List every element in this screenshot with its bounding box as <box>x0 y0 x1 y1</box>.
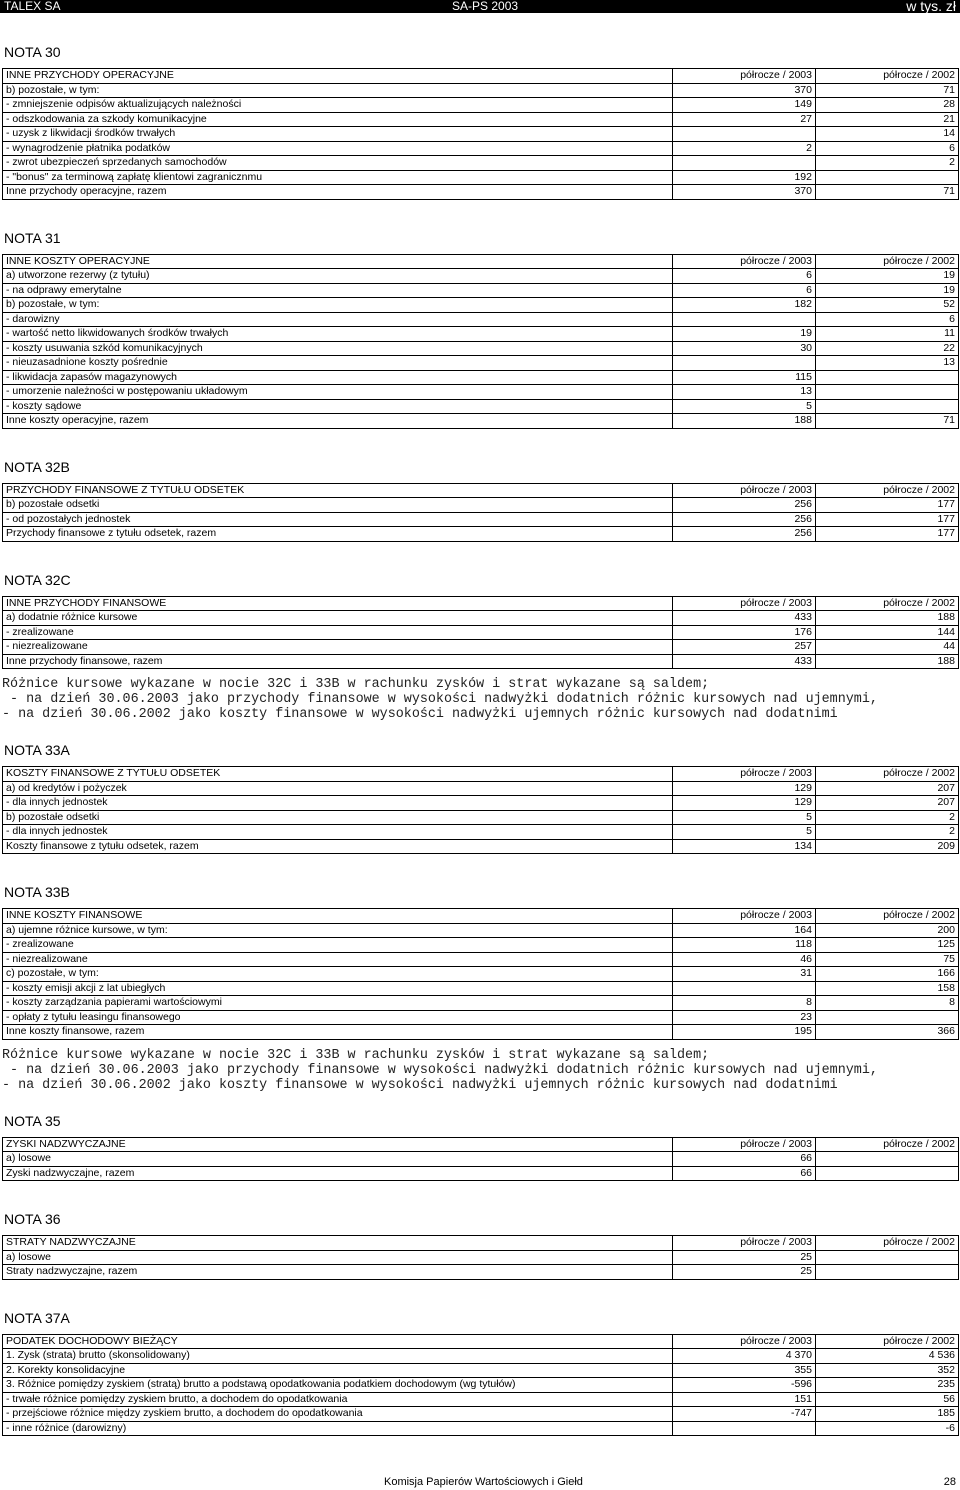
value-2002: 19 <box>816 269 959 284</box>
table-header-title: ZYSKI NADZWYCZAJNE <box>3 1137 673 1152</box>
note-line: - na dzień 30.06.2002 jako koszty finansowe w wysokości nadwyżki ujemnych różnic kursowych nad dodatnimi <box>2 707 838 722</box>
value-2002: 144 <box>816 625 959 640</box>
value-2002 <box>816 385 959 400</box>
row-label: b) pozostałe odsetki <box>3 810 673 825</box>
table-row <box>3 170 959 185</box>
table-row <box>3 1349 959 1364</box>
table-row <box>3 414 959 429</box>
table-row <box>3 156 959 171</box>
table-header-row <box>3 909 959 924</box>
table-row <box>3 312 959 327</box>
value-2003: 115 <box>673 370 816 385</box>
value-2002: 188 <box>816 611 959 626</box>
row-label: a) od kredytów i pożyczek <box>3 781 673 796</box>
table-header-period: półrocze / 2002 <box>816 69 959 84</box>
value-2002: 166 <box>816 967 959 982</box>
table-row <box>3 781 959 796</box>
table-row <box>3 640 959 655</box>
value-2003: -596 <box>673 1378 816 1393</box>
table-row <box>3 1363 959 1378</box>
row-label: a) utworzone rezerwy (z tytułu) <box>3 269 673 284</box>
note-line: - na dzień 30.06.2003 jako przychody finansowe w wysokości nadwyżki dodatnich różnic kursowych nad ujemnymi, <box>2 1062 878 1078</box>
table-header-period: półrocze / 2003 <box>673 1334 816 1349</box>
value-2003: 8 <box>673 996 816 1011</box>
row-label: Koszty finansowe z tytułu odsetek, razem <box>3 839 673 854</box>
value-2002: 71 <box>816 185 959 200</box>
value-2003 <box>673 127 816 142</box>
value-2002: 177 <box>816 498 959 513</box>
table-row <box>3 952 959 967</box>
value-2002: 207 <box>816 796 959 811</box>
table-row <box>3 1166 959 1181</box>
table-row <box>3 83 959 98</box>
value-2003: 6 <box>673 269 816 284</box>
row-label: - zrealizowane <box>3 938 673 953</box>
value-2002: 56 <box>816 1392 959 1407</box>
table-header-period: półrocze / 2003 <box>673 767 816 782</box>
note-title: NOTA 37A <box>4 1309 70 1326</box>
value-2003: 5 <box>673 825 816 840</box>
row-label: a) dodatnie różnice kursowe <box>3 611 673 626</box>
table-row <box>3 1421 959 1436</box>
row-label: b) pozostałe, w tym: <box>3 298 673 313</box>
row-label: - niezrealizowane <box>3 640 673 655</box>
table-header-title: PRZYCHODY FINANSOWE Z TYTUŁU ODSETEK <box>3 483 673 498</box>
row-label: - odszkodowania za szkody komunikacyjne <box>3 112 673 127</box>
header-company: TALEX SA <box>4 0 61 13</box>
value-2002: 209 <box>816 839 959 854</box>
table-header-title: INNE KOSZTY FINANSOWE <box>3 909 673 924</box>
table-row <box>3 625 959 640</box>
value-2002 <box>816 170 959 185</box>
value-2002 <box>816 1152 959 1167</box>
table-header-period: półrocze / 2002 <box>816 767 959 782</box>
note-title: NOTA 32C <box>4 571 71 588</box>
table-header-period: półrocze / 2002 <box>816 1137 959 1152</box>
row-label: - koszty emisji akcji z lat ubiegłych <box>3 981 673 996</box>
value-2003: 2 <box>673 141 816 156</box>
row-label: b) pozostałe, w tym: <box>3 83 673 98</box>
table-row <box>3 141 959 156</box>
value-2002 <box>816 1166 959 1181</box>
table-row <box>3 967 959 982</box>
value-2003: 5 <box>673 399 816 414</box>
note-title: NOTA 36 <box>4 1211 61 1227</box>
row-label: - likwidacja zapasów magazynowych <box>3 370 673 385</box>
row-label: - inne różnice (darowizny) <box>3 1421 673 1436</box>
value-2002: 21 <box>816 112 959 127</box>
note-title: NOTA 33A <box>4 742 70 758</box>
value-2002: 6 <box>816 141 959 156</box>
value-2003: 134 <box>673 839 816 854</box>
value-2003: 6 <box>673 283 816 298</box>
table-row <box>3 1265 959 1280</box>
row-label: - "bonus" za terminową zapłatę klientowi zagranicznmu <box>3 170 673 185</box>
footer-org: Komisja Papierów Wartościowych i Giełd <box>384 1476 583 1488</box>
row-label: a) losowe <box>3 1152 673 1167</box>
note-table <box>2 483 959 542</box>
value-2003: 256 <box>673 527 816 542</box>
table-header-row <box>3 1137 959 1152</box>
row-label: - na odprawy emerytalne <box>3 283 673 298</box>
value-2002: 207 <box>816 781 959 796</box>
row-label: 2. Korekty konsolidacyjne <box>3 1363 673 1378</box>
note-table <box>2 1235 959 1280</box>
row-label: Zyski nadzwyczajne, razem <box>3 1166 673 1181</box>
table-header-period: półrocze / 2003 <box>673 1137 816 1152</box>
value-2002: 28 <box>816 98 959 113</box>
value-2003: 31 <box>673 967 816 982</box>
header-report: SA-PS 2003 <box>452 0 519 13</box>
value-2003: 256 <box>673 512 816 527</box>
value-2003: 164 <box>673 923 816 938</box>
row-label: - umorzenie należności w postępowaniu układowym <box>3 385 673 400</box>
table-header-period: półrocze / 2003 <box>673 1236 816 1251</box>
table-header-period: półrocze / 2003 <box>673 254 816 269</box>
row-label: - trwałe różnice pomiędzy zyskiem brutto, a dochodem do opodatkowania <box>3 1392 673 1407</box>
value-2003: 256 <box>673 498 816 513</box>
row-label: - koszty usuwania szkód komunikacyjnych <box>3 341 673 356</box>
value-2002: 14 <box>816 127 959 142</box>
value-2002: 44 <box>816 640 959 655</box>
row-label: - nieuzasadnione koszty pośrednie <box>3 356 673 371</box>
table-row <box>3 1378 959 1393</box>
value-2002: 8 <box>816 996 959 1011</box>
value-2002: 158 <box>816 981 959 996</box>
table-header-row <box>3 69 959 84</box>
note-table <box>2 596 959 670</box>
table-row <box>3 370 959 385</box>
row-label: - zmniejszenie odpisów aktualizujących należności <box>3 98 673 113</box>
table-row <box>3 112 959 127</box>
note-table <box>2 908 959 1040</box>
table-row <box>3 923 959 938</box>
row-label: a) losowe <box>3 1250 673 1265</box>
value-2002: 188 <box>816 654 959 669</box>
row-label: - niezrealizowane <box>3 952 673 967</box>
value-2003: 46 <box>673 952 816 967</box>
value-2003: 188 <box>673 414 816 429</box>
value-2002: 2 <box>816 156 959 171</box>
note-line: - na dzień 30.06.2003 jako przychody finansowe w wysokości nadwyżki dodatnich różnic kursowych nad ujemnymi, <box>2 692 878 707</box>
table-row <box>3 981 959 996</box>
value-2003: 5 <box>673 810 816 825</box>
row-label: Straty nadzwyczajne, razem <box>3 1265 673 1280</box>
value-2002: 52 <box>816 298 959 313</box>
table-header-row <box>3 1236 959 1251</box>
row-label: - dla innych jednostek <box>3 825 673 840</box>
row-label: Inne przychody finansowe, razem <box>3 654 673 669</box>
value-2002: 4 536 <box>816 1349 959 1364</box>
value-2002: -6 <box>816 1421 959 1436</box>
page-header-bar <box>0 0 960 13</box>
table-header-period: półrocze / 2002 <box>816 909 959 924</box>
note-line: Różnice kursowe wykazane w nocie 32C i 33B w rachunku zysków i strat wykazane są saldem; <box>2 677 710 692</box>
value-2003: 23 <box>673 1010 816 1025</box>
note-table <box>2 1334 959 1437</box>
value-2003: 257 <box>673 640 816 655</box>
note-title: NOTA 35 <box>4 1112 61 1129</box>
table-row <box>3 283 959 298</box>
table-row <box>3 611 959 626</box>
row-label: - koszty zarządzania papierami wartościowymi <box>3 996 673 1011</box>
table-header-period: półrocze / 2002 <box>816 254 959 269</box>
value-2002: 352 <box>816 1363 959 1378</box>
row-label: 1. Zysk (strata) brutto (skonsolidowany) <box>3 1349 673 1364</box>
value-2003: 195 <box>673 1025 816 1040</box>
table-row <box>3 839 959 854</box>
value-2002: 177 <box>816 527 959 542</box>
value-2003: 66 <box>673 1166 816 1181</box>
note-table <box>2 1137 959 1182</box>
table-row <box>3 527 959 542</box>
exchange-rate-note <box>2 677 960 722</box>
note-table <box>2 68 959 200</box>
row-label: 3. Różnice pomiędzy zyskiem (stratą) brutto a podstawą opodatkowania podatkiem dochodowym (wg tytułów) <box>3 1378 673 1393</box>
value-2002: 200 <box>816 923 959 938</box>
value-2002: 71 <box>816 414 959 429</box>
header-unit: w tys. zł <box>906 0 956 14</box>
row-label: Inne koszty operacyjne, razem <box>3 414 673 429</box>
row-label: a) ujemne różnice kursowe, w tym: <box>3 923 673 938</box>
table-header-row <box>3 596 959 611</box>
value-2003: 118 <box>673 938 816 953</box>
table-row <box>3 498 959 513</box>
value-2003: 433 <box>673 611 816 626</box>
value-2002 <box>816 399 959 414</box>
row-label: - od pozostałych jednostek <box>3 512 673 527</box>
table-row <box>3 356 959 371</box>
table-header-title: INNE KOSZTY OPERACYJNE <box>3 254 673 269</box>
table-header-title: INNE PRZYCHODY FINANSOWE <box>3 596 673 611</box>
exchange-rate-note <box>2 1048 960 1093</box>
note-line: Różnice kursowe wykazane w nocie 32C i 33B w rachunku zysków i strat wykazane są saldem; <box>2 1047 710 1063</box>
value-2003: 30 <box>673 341 816 356</box>
value-2002: 71 <box>816 83 959 98</box>
value-2003: 25 <box>673 1265 816 1280</box>
value-2003: 370 <box>673 83 816 98</box>
row-label: - dla innych jednostek <box>3 796 673 811</box>
table-header-period: półrocze / 2003 <box>673 909 816 924</box>
table-row <box>3 1010 959 1025</box>
footer-page-number: 28 <box>943 1476 956 1488</box>
table-row <box>3 1250 959 1265</box>
value-2002: 2 <box>816 810 959 825</box>
table-row <box>3 796 959 811</box>
value-2002 <box>816 370 959 385</box>
table-header-title: STRATY NADZWYCZAJNE <box>3 1236 673 1251</box>
table-row <box>3 1152 959 1167</box>
value-2003: 182 <box>673 298 816 313</box>
row-label: - opłaty z tytułu leasingu finansowego <box>3 1010 673 1025</box>
row-label: c) pozostałe, w tym: <box>3 967 673 982</box>
table-row <box>3 327 959 342</box>
table-row <box>3 810 959 825</box>
value-2002: 2 <box>816 825 959 840</box>
table-header-period: półrocze / 2002 <box>816 483 959 498</box>
table-row <box>3 127 959 142</box>
note-title: NOTA 33B <box>4 884 70 900</box>
table-row <box>3 1392 959 1407</box>
value-2003: 151 <box>673 1392 816 1407</box>
table-row <box>3 269 959 284</box>
note-table <box>2 766 959 854</box>
row-label: - uzysk z likwidacji środków trwałych <box>3 127 673 142</box>
row-label: Przychody finansowe z tytułu odsetek, razem <box>3 527 673 542</box>
value-2003 <box>673 356 816 371</box>
notes-content <box>0 30 960 1454</box>
table-row <box>3 938 959 953</box>
row-label: - wartość netto likwidowanych środków trwałych <box>3 327 673 342</box>
value-2003: 433 <box>673 654 816 669</box>
table-header-title: INNE PRZYCHODY OPERACYJNE <box>3 69 673 84</box>
value-2003: 19 <box>673 327 816 342</box>
value-2002 <box>816 1265 959 1280</box>
table-header-row <box>3 483 959 498</box>
value-2003: 176 <box>673 625 816 640</box>
table-header-title: PODATEK DOCHODOWY BIEŻĄCY <box>3 1334 673 1349</box>
value-2002: 13 <box>816 356 959 371</box>
value-2003: 129 <box>673 796 816 811</box>
table-header-row <box>3 254 959 269</box>
value-2003: 149 <box>673 98 816 113</box>
row-label: - darowizny <box>3 312 673 327</box>
note-line: - na dzień 30.06.2002 jako koszty finansowe w wysokości nadwyżki ujemnych różnic kursowych nad dodatnimi <box>2 1077 838 1093</box>
table-row <box>3 385 959 400</box>
value-2002: 6 <box>816 312 959 327</box>
row-label: Inne przychody operacyjne, razem <box>3 185 673 200</box>
value-2003: 355 <box>673 1363 816 1378</box>
table-row <box>3 98 959 113</box>
table-row <box>3 399 959 414</box>
value-2003 <box>673 312 816 327</box>
row-label: - zwrot ubezpieczeń sprzedanych samochodów <box>3 156 673 171</box>
value-2003 <box>673 156 816 171</box>
value-2002: 185 <box>816 1407 959 1422</box>
value-2003: 25 <box>673 1250 816 1265</box>
value-2002: 366 <box>816 1025 959 1040</box>
table-header-period: półrocze / 2003 <box>673 69 816 84</box>
table-row <box>3 654 959 669</box>
value-2002: 22 <box>816 341 959 356</box>
value-2003: 4 370 <box>673 1349 816 1364</box>
table-row <box>3 1025 959 1040</box>
table-row <box>3 185 959 200</box>
value-2003: 370 <box>673 185 816 200</box>
note-table <box>2 254 959 429</box>
value-2003: 27 <box>673 112 816 127</box>
value-2003: -747 <box>673 1407 816 1422</box>
row-label: - przejściowe różnice między zyskiem brutto, a dochodem do opodatkowania <box>3 1407 673 1422</box>
note-title: NOTA 31 <box>4 229 61 246</box>
table-row <box>3 341 959 356</box>
value-2002 <box>816 1250 959 1265</box>
row-label: - zrealizowane <box>3 625 673 640</box>
table-header-title: KOSZTY FINANSOWE Z TYTUŁU ODSETEK <box>3 767 673 782</box>
value-2003 <box>673 981 816 996</box>
value-2003: 13 <box>673 385 816 400</box>
note-title: NOTA 30 <box>4 44 61 60</box>
table-row <box>3 825 959 840</box>
table-row <box>3 512 959 527</box>
row-label: - wynagrodzenie płatnika podatków <box>3 141 673 156</box>
row-label: Inne koszty finansowe, razem <box>3 1025 673 1040</box>
value-2003 <box>673 1421 816 1436</box>
table-header-row <box>3 767 959 782</box>
table-header-period: półrocze / 2002 <box>816 596 959 611</box>
value-2002: 11 <box>816 327 959 342</box>
table-header-period: półrocze / 2003 <box>673 596 816 611</box>
value-2003: 66 <box>673 1152 816 1167</box>
value-2002: 19 <box>816 283 959 298</box>
value-2003: 192 <box>673 170 816 185</box>
table-row <box>3 996 959 1011</box>
value-2002: 125 <box>816 938 959 953</box>
table-row <box>3 1407 959 1422</box>
value-2003: 129 <box>673 781 816 796</box>
note-title: NOTA 32B <box>4 458 70 475</box>
table-header-period: półrocze / 2002 <box>816 1236 959 1251</box>
table-header-period: półrocze / 2002 <box>816 1334 959 1349</box>
value-2002: 75 <box>816 952 959 967</box>
table-header-row <box>3 1334 959 1349</box>
row-label: b) pozostałe odsetki <box>3 498 673 513</box>
row-label: - koszty sądowe <box>3 399 673 414</box>
table-header-period: półrocze / 2003 <box>673 483 816 498</box>
table-row <box>3 298 959 313</box>
value-2002 <box>816 1010 959 1025</box>
value-2002: 177 <box>816 512 959 527</box>
value-2002: 235 <box>816 1378 959 1393</box>
